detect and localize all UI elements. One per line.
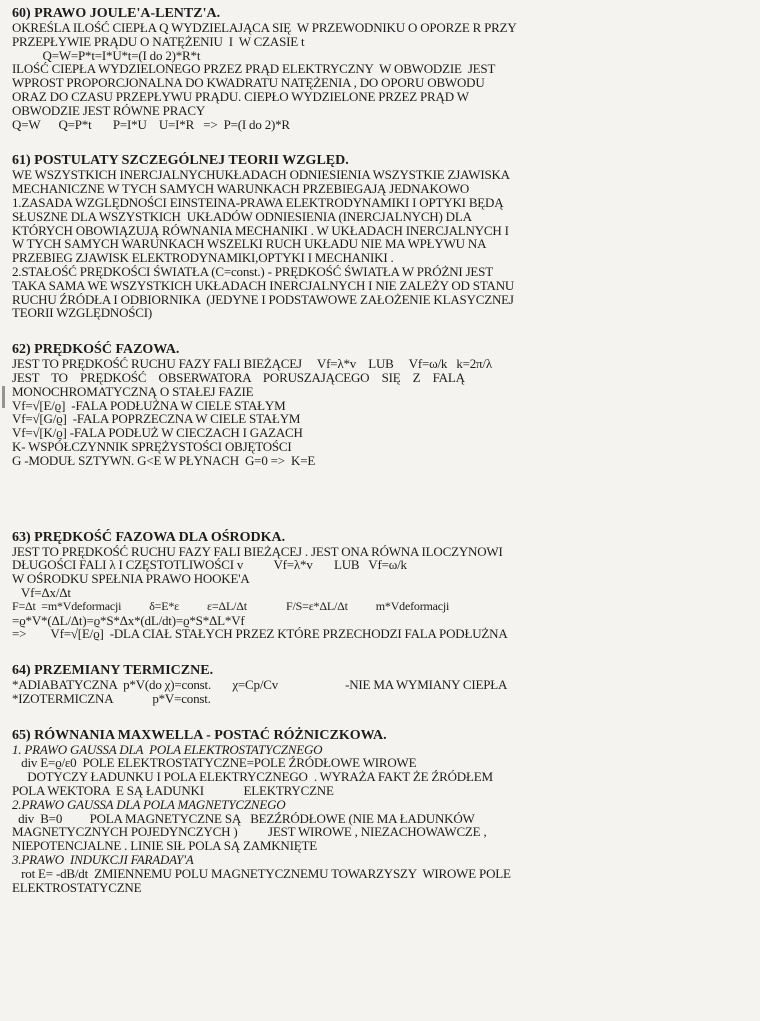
text-line: MECHANICZNE W TYCH SAMYCH WARUNKACH PRZEBIEGAJĄ JEDNAKOWO	[12, 181, 470, 197]
section-65	[12, 728, 742, 895]
formula-line: => Vf=√[E/ϱ] -DLA CIAŁ STAŁYCH PRZEZ KTÓRE PRZECHODZI FALA PODŁUŻNA	[12, 626, 508, 642]
text-line: MAGNETYCZNYCH POJEDYNCZYCH ) JEST WIROWE , NIEZACHOWAWCZE ,	[12, 824, 487, 840]
text-line: W OŚRODKU SPEŁNIA PRAWO HOOKE'A	[12, 571, 250, 587]
subheading-line: 1. PRAWO GAUSSA DLA POLA ELEKTROSTATYCZNEGO	[12, 741, 323, 757]
text-line: TAKA SAMA WE WSZYSTKICH UKŁADACH INERCJALNYCH I NIE ZALEŻY OD STANU	[12, 277, 515, 293]
text-line: W TYCH SAMYCH WARUNKACH WSZELKI RUCH UKŁADU NIE MA WPŁYWU NA	[12, 236, 487, 252]
section-64	[12, 663, 742, 706]
text-line: PRZEPŁYWIE PRĄDU O NATĘŻENIU I W CZASIE t	[12, 33, 305, 49]
text-line: MONOCHROMATYCZNĄ O STAŁEJ FAZIE	[12, 383, 254, 399]
margin-pencil-mark	[2, 386, 11, 408]
formula-line: *IZOTERMICZNA p*V=const.	[12, 690, 211, 706]
text-line: DOTYCZY ŁADUNKU I POLA ELEKTRYCZNEGO . WYRAŻA FAKT ŻE ŹRÓDŁEM	[12, 769, 493, 785]
section-heading: 62) PRĘDKOŚĆ FAZOWA.	[12, 342, 180, 358]
text-line: ILOŚĆ CIEPŁA WYDZIELONEGO PRZEZ PRĄD ELEKTRYCZNY W OBWODZIE JEST	[12, 61, 496, 77]
formula-line: Vf=Δx/Δt	[12, 584, 71, 600]
section-62	[12, 342, 742, 467]
text-line: KTÓRYCH OBOWIĄZUJĄ RÓWNANIA MECHANIKI . W UKŁADACH INERCJALNYCH I	[12, 222, 509, 238]
section-heading: 63) PRĘDKOŚĆ FAZOWA DLA OŚRODKA.	[12, 529, 286, 545]
text-line: JEST TO PRĘDKOŚĆ RUCHU FAZY FALI BIEŻĄCEJ Vf=λ*v LUB Vf=ω/k k=2π/λ	[12, 356, 492, 372]
text-line: WPROST PROPORCJONALNA DO KWADRATU NATĘŻENIA , DO OPORU OBWODU	[12, 75, 485, 91]
section-heading: 64) PRZEMIANY TERMICZNE.	[12, 663, 214, 679]
section-heading: 60) PRAWO JOULE'A-LENTZ'A.	[12, 6, 221, 21]
text-line: 1.ZASADA WZGLĘDNOŚCI EINSTEINA-PRAWA ELEKTRODYNAMIKI I OPTYKI BĘDĄ	[12, 194, 504, 210]
text-line: NIEPOTENCJALNE . LINIE SIŁ POLA SĄ ZAMKNIĘTE	[12, 838, 317, 854]
text-line: OKREŚLA ILOŚĆ CIEPŁA Q WYDZIELAJĄCA SIĘ W PRZEWODNIKU O OPORZE R PRZY	[12, 20, 517, 35]
section-60	[12, 6, 742, 131]
formula-line: Vf=√[E/ϱ] -FALA PODŁUŻNA W CIELE STAŁYM	[12, 397, 286, 413]
formula-line: *ADIABATYCZNA p*V(do χ)=const. χ=Cp/Cv -NIE MA WYMIANY CIEPŁA	[12, 677, 508, 693]
text-line: div E=ϱ/ε0 POLE ELEKTROSTATYCZNE=POLE ŹRÓDŁOWE WIROWE	[12, 755, 417, 771]
text-line: RUCHU ŹRÓDŁA I ODBIORNIKA (JEDYNE I PODSTAWOWE ZAŁOŻENIE KLASYCZNEJ	[12, 291, 514, 307]
text-line: DŁUGOŚCI FALI λ I CZĘSTOTLIWOŚCI v Vf=λ*v LUB Vf=ω/k	[12, 557, 407, 573]
section-61	[12, 153, 742, 320]
text-line: WE WSZYSTKICH INERCJALNYCHUKŁADACH ODNIESIENIA WSZYSTKIE ZJAWISKA	[12, 167, 510, 183]
document-page	[12, 6, 742, 894]
section-heading: 65) RÓWNANIA MAXWELLA - POSTAĆ RÓŻNICZKOWA.	[12, 727, 387, 743]
formula-line: =ϱ*V*(ΔL/Δt)=ϱ*S*Δx*(dL/dt)=ϱ*S*ΔL*Vf	[12, 612, 245, 628]
text-line: div B=0 POLA MAGNETYCZNE SĄ BEZŹRÓDŁOWE (NIE MA ŁADUNKÓW	[12, 810, 475, 826]
formula-line: Q=W Q=P*t P=I*U U=I*R => P=(I do 2)*R	[12, 116, 290, 132]
formula-line: Q=W=P*t=I*U*t=(I do 2)*R*t	[12, 47, 201, 63]
text-line: OBWODZIE JEST RÓWNE PRACY	[12, 102, 206, 118]
text-line: JEST TO PRĘDKOŚĆ OBSERWATORA PORUSZAJĄCEGO SIĘ Z FALĄ	[12, 369, 465, 385]
text-line: K- WSPÓŁCZYNNIK SPRĘŻYSTOŚCI OBJĘTOŚCI	[12, 438, 292, 454]
text-line: JEST TO PRĘDKOŚĆ RUCHU FAZY FALI BIEŻĄCEJ . JEST ONA RÓWNA ILOCZYNOWI	[12, 543, 503, 559]
formula-line: F=Δt =m*Vdeformacji δ=E*ε ε=ΔL/Δt F/S=ε*ΔL/Δt m*Vdeformacji	[12, 598, 450, 613]
subheading-line: 2.PRAWO GAUSSA DLA POLA MAGNETYCZNEGO	[12, 796, 286, 812]
text-line: PRZEBIEG ZJAWISK ELEKTRODYNAMIKI,OPTYKI I MECHANIKI .	[12, 250, 394, 266]
text-line: ELEKTROSTATYCZNE	[12, 879, 142, 895]
text-line: TEORII WZGLĘDNOŚCI)	[12, 305, 153, 321]
section-heading: 61) POSTULATY SZCZEGÓLNEJ TEORII WZGLĘD.	[12, 153, 349, 169]
text-line: 2.STAŁOŚĆ PRĘDKOŚCI ŚWIATŁA (C=const.) - PRĘDKOŚĆ ŚWIATŁA W PRÓŻNI JEST	[12, 263, 493, 279]
text-line: SŁUSZNE DLA WSZYSTKICH UKŁADÓW ODNIESIENIA (INERCJALNYCH) DLA	[12, 208, 472, 224]
section-63	[12, 530, 742, 642]
subheading-line: 3.PRAWO INDUKCJI FARADAY'A	[12, 852, 194, 868]
text-line: POLA WEKTORA E SĄ ŁADUNKI ELEKTRYCZNE	[12, 783, 334, 799]
text-line: G -MODUŁ SZTYWN. G<E W PŁYNACH G=0 => K=E	[12, 452, 316, 468]
formula-line: Vf=√[K/ϱ] -FALA PODŁUŻ W CIECZACH I GAZACH	[12, 425, 303, 441]
text-line: ORAZ DO CZASU PRZEPŁYWU PRĄDU. CIEPŁO WYDZIELONE PRZEZ PRĄD W	[12, 88, 469, 104]
text-line: rot E= -dB/dt ZMIENNEMU POLU MAGNETYCZNEMU TOWARZYSZY WIROWE POLE	[12, 865, 511, 881]
formula-line: Vf=√[G/ϱ] -FALA POPRZECZNA W CIELE STAŁYM	[12, 411, 301, 427]
